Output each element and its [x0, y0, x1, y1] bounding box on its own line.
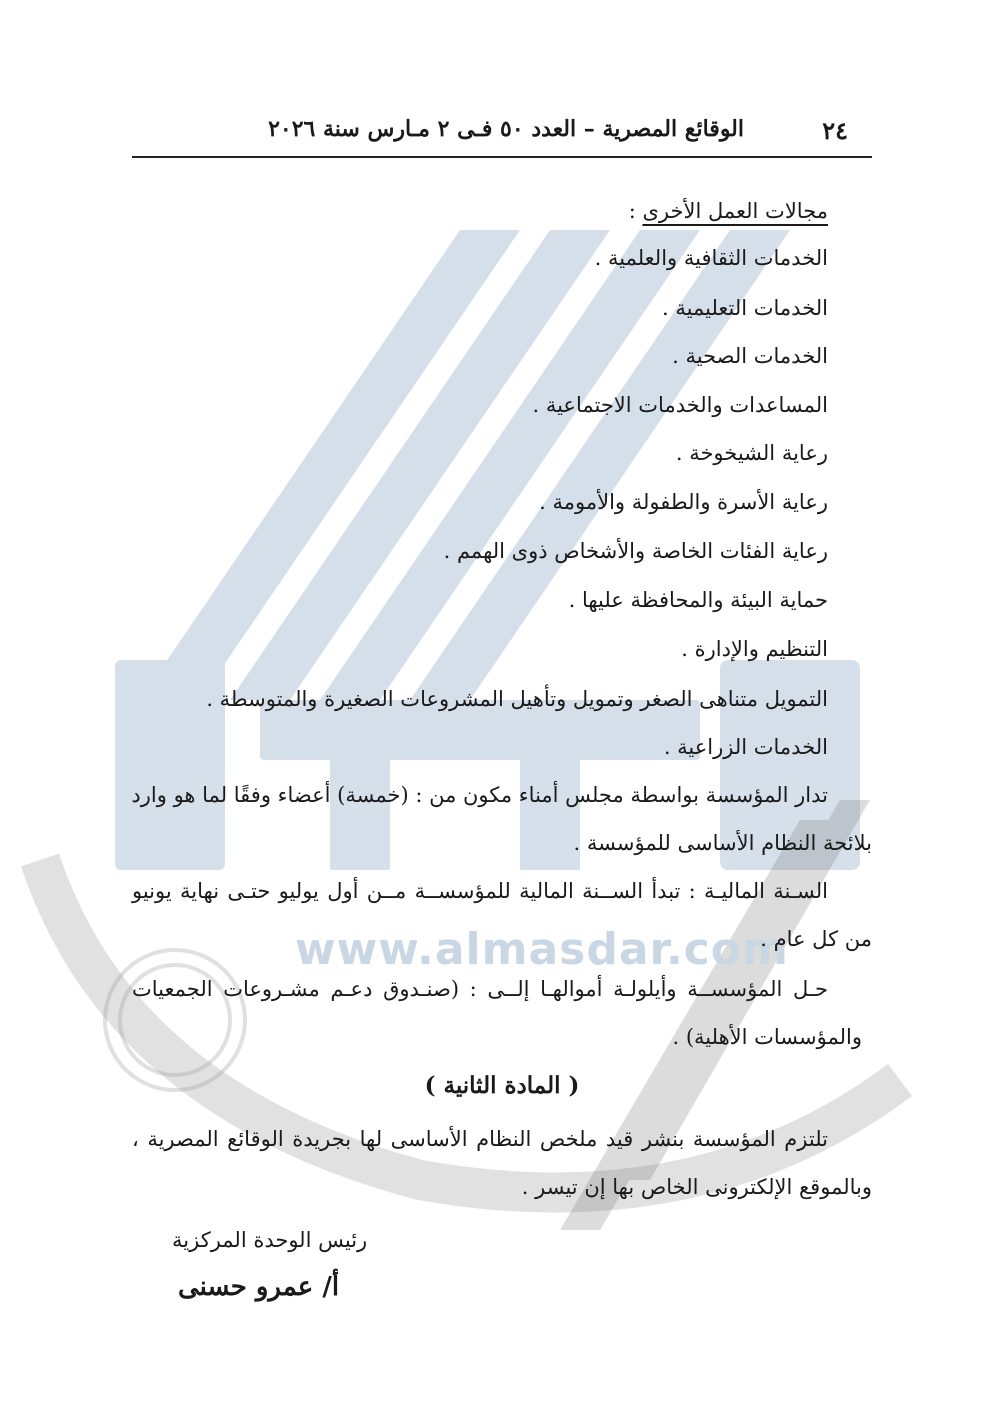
paragraph-line: بلائحة النظام الأساسى للمؤسسة . [573, 831, 872, 855]
section-heading [629, 196, 828, 226]
list-item: التمويل متناهى الصغر وتمويل وتأهيل المشروعات الصغيرة والمتوسطة . [206, 687, 828, 711]
board-paragraph [132, 780, 872, 858]
list-item: الخدمات الزراعية . [663, 735, 828, 759]
paragraph-line: تدار المؤسسة بواسطة مجلس أمناء مكون من : (خمسة) أعضاء وفقًا لما هو وارد [131, 783, 828, 807]
list-item: الخدمات الثقافية والعلمية . [594, 246, 828, 270]
fiscal-year-paragraph [132, 876, 872, 954]
paragraph-line: تلتزم المؤسسة بنشر قيد ملخص النظام الأساسى لها بجريدة الوقائع المصرية ، [132, 1127, 828, 1151]
list-item: المساعدات والخدمات الاجتماعية . [532, 393, 828, 417]
gazette-title: الوقائع المصرية – العدد ٥٠ فـى ٢ مـارس سنة ٢٠٢٦ [268, 116, 744, 142]
list-item: الخدمات التعليمية . [662, 296, 828, 320]
paragraph-line: وبالموقع الإلكترونى الخاص بها إن تيسر . [521, 1175, 872, 1199]
page-number: ٢٤ [822, 116, 848, 145]
dissolution-paragraph [132, 974, 872, 1052]
list-item: حماية البيئة والمحافظة عليها . [568, 588, 828, 612]
signature-name: أ/ عمرو حسنى [178, 1272, 340, 1302]
list-item: رعاية الشيخوخة . [675, 441, 828, 465]
list-item: رعاية الأسرة والطفولة والأمومة . [539, 490, 828, 514]
paragraph-line: من كل عام . [760, 927, 872, 951]
article-paragraph [132, 1124, 872, 1202]
list-item: التنظيم والإدارة . [681, 637, 828, 661]
watermark-url: www.almasdar.com [295, 924, 789, 975]
page-header [132, 112, 872, 158]
article-title: ( المادة الثانية ) [424, 1072, 580, 1099]
section-heading-text: مجالات العمل الأخرى [642, 199, 828, 223]
paragraph-line: السـنة الماليـة : تبدأ الســنة المالية للمؤسســة مــن أول يوليو حتـى نهاية يونيو [132, 879, 828, 903]
list-item: رعاية الفئات الخاصة والأشخاص ذوى الهمم . [443, 539, 828, 563]
signature-title: رئيس الوحدة المركزية [172, 1228, 368, 1252]
paragraph-line: حـل المؤسســة وأيلولـة أموالهـا إلــى : (صنـدوق دعـم مشـروعات الجمعيات [132, 977, 828, 1001]
section-heading-colon: : [628, 199, 643, 223]
paragraph-line: والمؤسسات الأهلية) . [672, 1025, 862, 1049]
list-item: الخدمات الصحية . [672, 344, 828, 368]
